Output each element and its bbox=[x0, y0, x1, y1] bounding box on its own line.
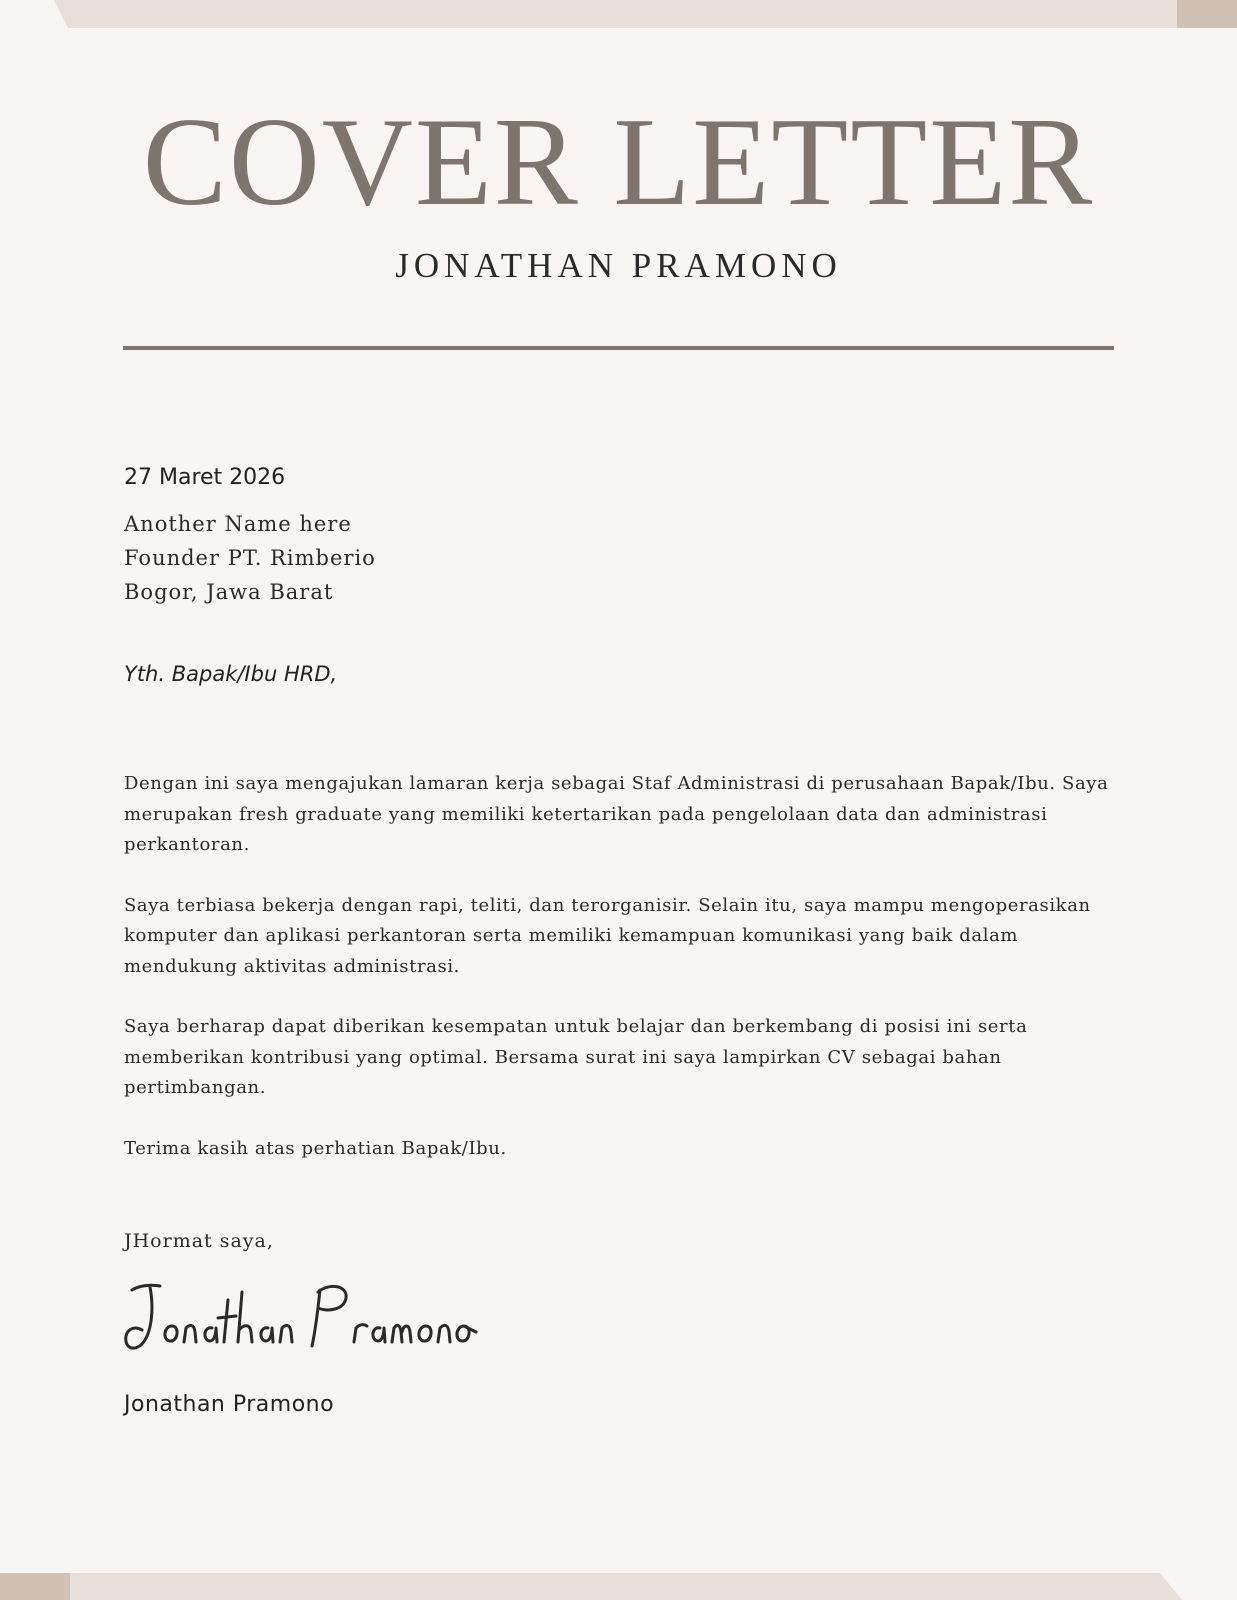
header-divider bbox=[123, 346, 1114, 350]
recipient-block bbox=[124, 507, 376, 609]
applicant-name-heading: JONATHAN PRAMONO bbox=[395, 246, 842, 285]
letter-body bbox=[124, 769, 1124, 1194]
closing-phrase: JHormat saya, bbox=[124, 1230, 274, 1252]
body-paragraph: Dengan ini saya mengajukan lamaran kerja sebagai Staf Administrasi di perusahaan Bapak/Ibu. Saya merupakan fresh graduate yang memiliki ketertarikan pada pengelolaan data dan administrasi perkantoran. bbox=[124, 773, 1109, 855]
top-accent-block bbox=[1177, 0, 1237, 28]
bottom-decorative-band bbox=[0, 1573, 1182, 1600]
recipient-name: Another Name here bbox=[124, 512, 352, 536]
recipient-location: Bogor, Jawa Barat bbox=[124, 580, 334, 604]
salutation: Yth. Bapak/Ibu HRD, bbox=[124, 662, 338, 686]
top-decorative-band bbox=[54, 0, 1177, 28]
body-paragraph: Terima kasih atas perhatian Bapak/Ibu. bbox=[124, 1137, 507, 1159]
letter-date: 27 Maret 2026 bbox=[124, 465, 286, 490]
signer-name: Jonathan Pramono bbox=[124, 1392, 335, 1417]
bottom-accent-block bbox=[0, 1573, 70, 1600]
page-title: COVER LETTER bbox=[142, 93, 1095, 232]
body-paragraph: Saya terbiasa bekerja dengan rapi, teliti, dan terorganisir. Selain itu, saya mampu mengoperasikan komputer dan aplikasi perkantoran serta memiliki kemampuan komunikasi yang baik dalam mendukung aktivitas administrasi. bbox=[124, 894, 1091, 977]
body-paragraph: Saya berharap dapat diberikan kesempatan untuk belajar dan berkembang di posisi ini serta memberikan kontribusi yang optimal. Bersama surat ini saya lampirkan CV sebagai bahan pertimbangan. bbox=[124, 1016, 1028, 1098]
handwritten-signature bbox=[120, 1278, 492, 1358]
recipient-title: Founder PT. Rimberio bbox=[124, 546, 376, 570]
